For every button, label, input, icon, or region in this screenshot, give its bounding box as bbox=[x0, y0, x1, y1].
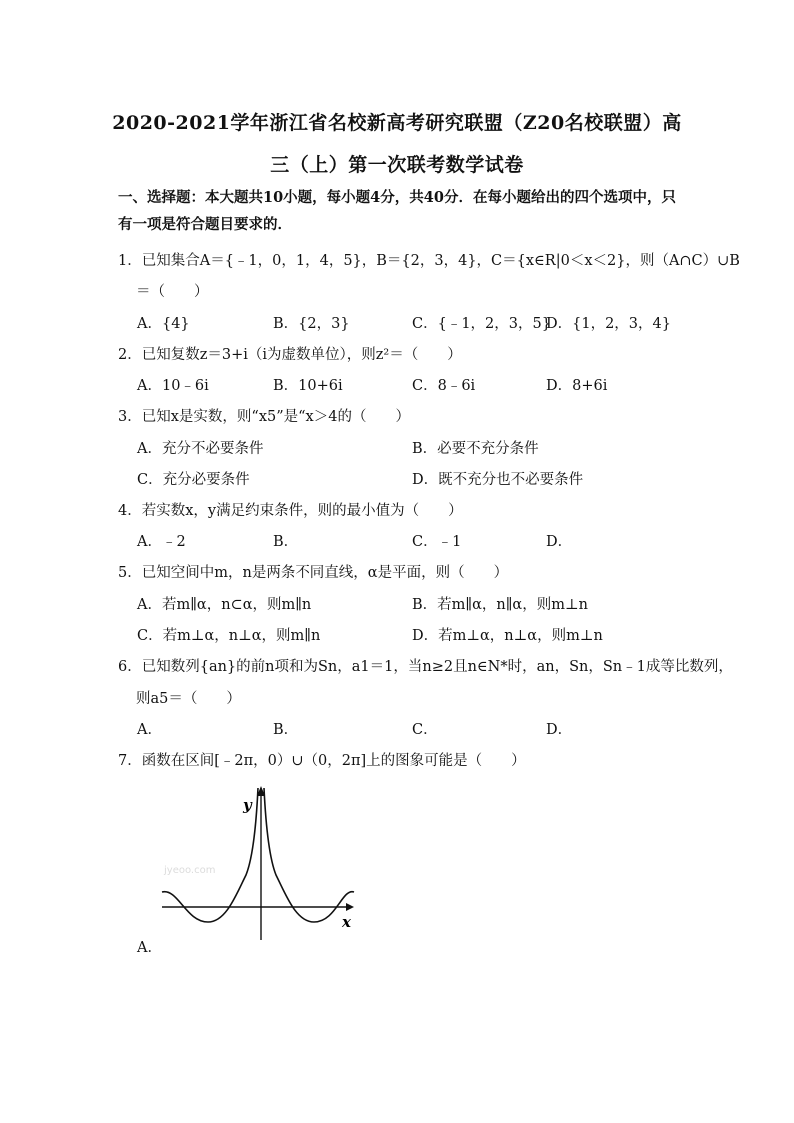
q7-stem: 7．函数在区间[﹣2π，0）∪（0，2π]上的图象可能是（ ） bbox=[118, 753, 526, 769]
q1-stem-line2: ＝（ ） bbox=[136, 284, 209, 300]
q5-option-b: B．若m∥α，n∥α，则m⊥n bbox=[412, 597, 588, 613]
q2-stem: 2．已知复数z＝3+i（i为虚数单位），则z²＝（ ） bbox=[118, 347, 462, 363]
q5-option-a: A．若m∥α，n⊂α，则m∥n bbox=[137, 597, 312, 613]
x-axis-arrow bbox=[346, 903, 354, 911]
section-heading-line1: 一、选择题：本大题共10小题，每小题4分，共40分．在每小题给出的四个选项中，只 bbox=[118, 189, 676, 206]
paper-title-line1: 2020-2021学年浙江省名校新高考研究联盟（Z20名校联盟）高 bbox=[112, 112, 682, 134]
q3-option-d: D．既不充分也不必要条件 bbox=[412, 472, 584, 488]
q1-stem-line1: 1．已知集合A＝{﹣1，0，1，4，5}，B＝{2，3，4}，C＝{x∈R|0＜x＜2}，则（A∩C）∪B bbox=[118, 253, 740, 269]
q4-option-a: A．﹣2 bbox=[137, 534, 186, 550]
q2-option-c: C．8﹣6i bbox=[412, 378, 476, 394]
curve-right-branch bbox=[264, 788, 354, 922]
paper-title-line2: 三（上）第一次联考数学试卷 bbox=[270, 154, 524, 176]
q2-option-b: B．10+6i bbox=[273, 378, 343, 394]
q3-option-c: C．充分必要条件 bbox=[137, 472, 250, 488]
q2-option-a: A．10﹣6i bbox=[137, 378, 209, 394]
q7-option-a: A． bbox=[137, 940, 162, 956]
q4-stem: 4．若实数x，y满足约束条件，则的最小值为（ ） bbox=[118, 503, 463, 519]
q6-stem-line1: 6．已知数列{an}的前n项和为Sn，a1＝1，当n≥2且n∈N*时，an，Sn，Sn﹣1成等比数列， bbox=[118, 659, 733, 675]
x-axis-label: x bbox=[342, 913, 351, 931]
q7-option-a-graph bbox=[150, 780, 370, 950]
q6-option-c: C． bbox=[412, 722, 438, 738]
q1-option-d: D．{1，2，3，4} bbox=[546, 316, 671, 332]
q6-option-a: A． bbox=[137, 722, 162, 738]
q1-option-a: A．{4} bbox=[137, 316, 190, 332]
section-heading-line2: 有一项是符合题目要求的． bbox=[118, 216, 292, 233]
q4-option-d: D． bbox=[546, 534, 573, 550]
q6-option-d: D． bbox=[546, 722, 573, 738]
q3-option-a: A．充分不必要条件 bbox=[137, 441, 264, 457]
q2-option-d: D．8+6i bbox=[546, 378, 608, 394]
q6-stem-line2: 则a5＝（ ） bbox=[136, 691, 241, 707]
q5-stem: 5．已知空间中m，n是两条不同直线，α是平面，则（ ） bbox=[118, 565, 509, 581]
graph-watermark: jyeoo.com bbox=[164, 865, 216, 876]
y-axis-label: y bbox=[243, 796, 252, 814]
q1-option-c: C．{﹣1，2，3，5} bbox=[412, 316, 551, 332]
q4-option-c: C．﹣1 bbox=[412, 534, 462, 550]
q5-option-c: C．若m⊥α，n⊥α，则m∥n bbox=[137, 628, 321, 644]
q1-option-b: B．{2，3} bbox=[273, 316, 350, 332]
q3-option-b: B．必要不充分条件 bbox=[412, 441, 539, 457]
section-heading bbox=[118, 184, 678, 238]
q4-option-b: B． bbox=[273, 534, 299, 550]
q5-option-d: D．若m⊥α，n⊥α，则m⊥n bbox=[412, 628, 603, 644]
q3-stem: 3．已知x是实数，则“x5”是“x＞4的（ ） bbox=[118, 409, 410, 425]
q6-option-b: B． bbox=[273, 722, 299, 738]
